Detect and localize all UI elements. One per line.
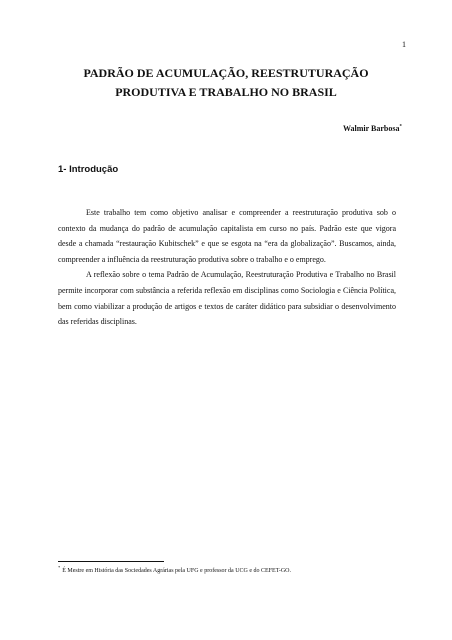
section-heading: 1- Introdução [58,164,119,175]
title-line-2: PRODUTIVA E TRABALHO NO BRASIL [115,85,337,99]
footnote-text: É Mestre em História das Sociedades Agrárias pela UFG e professor da UCG e do CEFET-GO. [62,568,291,574]
paragraph-2: A reflexão sobre o tema Padrão de Acumulação, Reestruturação Produtiva e Trabalho no Brasil permite incorporar com substância a referida reflexão em disciplinas como Sociologia e Ciência Política, bem como viabilizar a produção de artigos e textos de caráter didático para subsidiar o desenvolvimento das referidas disciplinas. [58,270,396,327]
document-title [0,64,452,102]
body-text [58,205,396,330]
title-line-1: PADRÃO DE ACUMULAÇÃO, REESTRUTURAÇÃO [83,66,369,80]
footnote-divider [58,561,164,562]
page-number: 1 [402,40,406,49]
author-footnote-marker: * [399,124,402,130]
footnote [58,565,418,574]
author-name: Walmir Barbosa [342,124,400,133]
footnote-marker: * [58,565,61,570]
paragraph-1: Este trabalho tem como objetivo analisar e compreender a reestruturação produtiva sob o contexto da mudança do padrão de acumulação capitalista em curso no país. Padrão este que vigora desde a chamada “restauração Kubitschek” e que se esgota na “era da globalização”. Buscamos, ainda, compreender a influência da reestruturação produtiva sobre o trabalho e o emprego. [58,208,396,264]
author-byline [343,124,402,133]
